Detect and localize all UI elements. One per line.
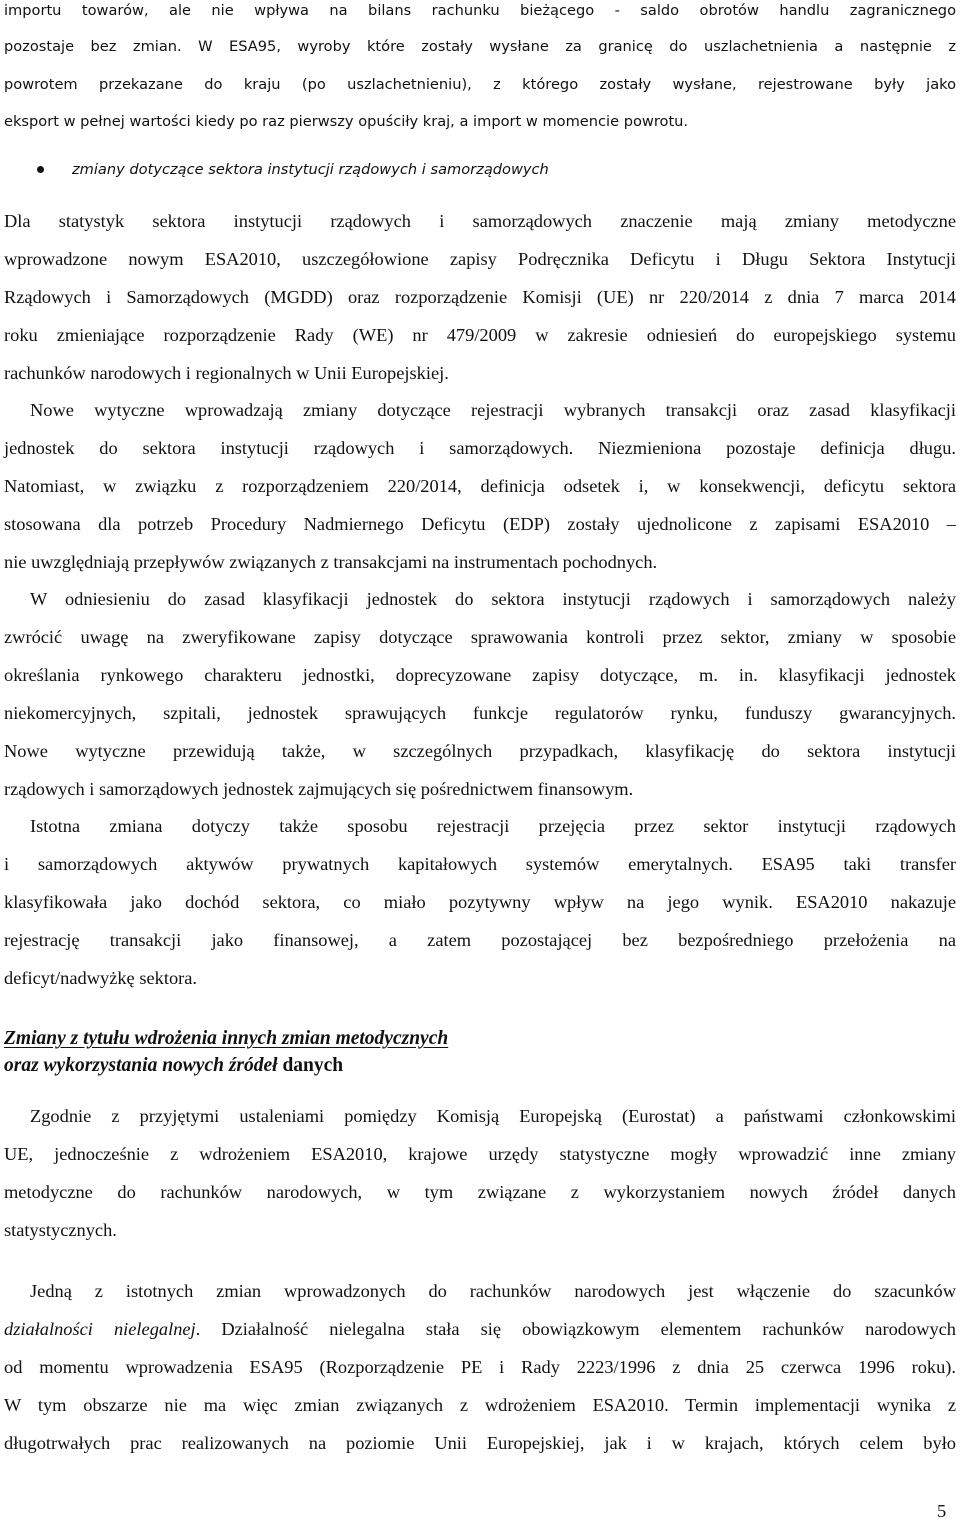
page-number: 5	[937, 1501, 947, 1521]
section-heading-text-2: oraz wykorzystania nowych źródeł	[4, 1055, 278, 1076]
paragraph-1-line-4: eksport w pełnej wartości kiedy po raz pierwszy opuściły kraj, a import w momencie powrotu.	[4, 113, 689, 130]
section-heading-line-1	[4, 1028, 448, 1050]
paragraph-6-line-3: metodyczne do rachunków narodowych, w tym związane z wykorzystaniem nowych źródeł danych	[4, 1182, 956, 1202]
paragraph-5-line-3: klasyfikowała jako dochód sektora, co miało pozytywny wpływ na jego wynik. ESA2010 nakazuje	[4, 892, 956, 912]
paragraph-4-line-2: zwrócić uwagę na zweryfikowane zapisy dotyczące sprawowania kontroli przez sektor, zmiany w sposobie	[4, 627, 956, 647]
paragraph-6-line-4: statystycznych.	[4, 1220, 117, 1240]
paragraph-4-line-6: rządowych i samorządowych jednostek zajmujących się pośrednictwem finansowym.	[4, 779, 634, 799]
paragraph-7-line-2	[4, 1318, 956, 1340]
paragraph-3-line-2: jednostek do sektora instytucji rządowych i samorządowych. Niezmieniona pozostaje definicja długu.	[4, 438, 956, 458]
paragraph-3-line-4: stosowana dla potrzeb Procedury Nadmiernego Deficytu (EDP) zostały ujednolicone z zapisami ESA2010 –	[4, 514, 956, 534]
paragraph-3-line-1: Nowe wytyczne wprowadzają zmiany dotyczące rejestracji wybranych transakcji oraz zasad klasyfikacji	[30, 400, 956, 420]
paragraph-6-line-1: Zgodnie z przyjętymi ustaleniami pomiędzy Komisją Europejską (Eurostat) a państwami członkowskimi	[30, 1106, 956, 1126]
paragraph-2-line-1: Dla statystyk sektora instytucji rządowych i samorządowych znaczenie mają zmiany metodyczne	[4, 211, 956, 231]
paragraph-7-line-1: Jedną z istotnych zmian wprowadzonych do rachunków narodowych jest włączenie do szacunków	[30, 1281, 956, 1301]
paragraph-7-line-5: długotrwałych prac realizowanych na poziomie Unii Europejskiej, jak i w krajach, których celem było	[4, 1433, 956, 1453]
paragraph-7-line-4: W tym obszarze nie ma więc zmian związanych z wdrożeniem ESA2010. Termin implementacji wynika z	[4, 1395, 956, 1415]
paragraph-2-line-3: Rządowych i Samorządowych (MGDD) oraz rozporządzenie Komisji (UE) nr 220/2014 z dnia 7 marca 2014	[4, 287, 956, 307]
paragraph-5-line-1: Istotna zmiana dotyczy także sposobu rejestracji przejęcia przez sektor instytucji rządowych	[30, 816, 956, 836]
paragraph-2-line-5: rachunków narodowych i regionalnych w Unii Europejskiej.	[4, 363, 449, 383]
paragraph-4-line-4: niekomercyjnych, szpitali, jednostek sprawujących funkcje regulatorów rynku, funduszy gwarancyjnych.	[4, 703, 956, 723]
paragraph-2-line-2: wprowadzone nowym ESA2010, uszczegółowione zapisy Podręcznika Deficytu i Długu Sektora Instytucji	[4, 249, 956, 269]
paragraph-4-line-5: Nowe wytyczne przewidują także, w szczególnych przypadkach, klasyfikację do sektora instytucji	[4, 741, 956, 761]
paragraph-3-line-5: nie uwzględniają przepływów związanych z transakcjami na instrumentach pochodnych.	[4, 552, 658, 572]
section-heading-line-2	[4, 1055, 343, 1077]
paragraph-1-line-2: pozostaje bez zmian. W ESA95, wyroby które zostały wysłane za granicę do uszlachetnienia a następnie z	[4, 38, 956, 55]
bullet-heading: zmiany dotyczące sektora instytucji rządowych i samorządowych	[72, 161, 549, 178]
paragraph-7-line-2-rest: . Działalność nielegalna stała się obowiązkowym elementem rachunków narodowych	[195, 1319, 957, 1339]
section-heading-text-1: Zmiany z tytułu wdrożenia innych zmian metodycznych	[4, 1028, 449, 1049]
bullet-icon	[37, 166, 44, 173]
paragraph-3-line-3: Natomiast, w związku z rozporządzeniem 220/2014, definicja odsetek i, w konsekwencji, deficytu sektora	[4, 476, 956, 496]
paragraph-7-italic-term: działalności nielegalnej	[4, 1319, 196, 1339]
paragraph-1-line-3: powrotem przekazane do kraju (po uszlachetnieniu), z którego zostały wysłane, rejestrowane były jako	[4, 76, 956, 93]
paragraph-5-line-4: rejestrację transakcji jako finansowej, a zatem pozostającej bez bezpośredniego przełożenia na	[4, 930, 956, 950]
paragraph-6-line-2: UE, jednocześnie z wdrożeniem ESA2010, krajowe urzędy statystyczne mogły wprowadzić inne zmiany	[4, 1144, 956, 1164]
paragraph-1-line-1: importu towarów, ale nie wpływa na bilans rachunku bieżącego - saldo obrotów handlu zagranicznego	[4, 2, 956, 19]
paragraph-4-line-3: określania rynkowego charakteru jednostki, doprecyzowane zapisy dotyczące, m. in. klasyfikacji jednostek	[4, 665, 956, 685]
paragraph-5-line-5: deficyt/nadwyżkę sektora.	[4, 968, 198, 988]
section-heading-text-3: danych	[277, 1055, 344, 1076]
paragraph-7-line-3: od momentu wprowadzenia ESA95 (Rozporządzenie PE i Rady 2223/1996 z dnia 25 czerwca 1996 roku).	[4, 1357, 956, 1377]
paragraph-2-line-4: roku zmieniające rozporządzenie Rady (WE) nr 479/2009 w zakresie odniesień do europejskiego systemu	[4, 325, 956, 345]
paragraph-5-line-2: i samorządowych aktywów prywatnych kapitałowych systemów emerytalnych. ESA95 taki transfer	[4, 854, 956, 874]
paragraph-4-line-1: W odniesieniu do zasad klasyfikacji jednostek do sektora instytucji rządowych i samorządowych należy	[30, 589, 956, 609]
